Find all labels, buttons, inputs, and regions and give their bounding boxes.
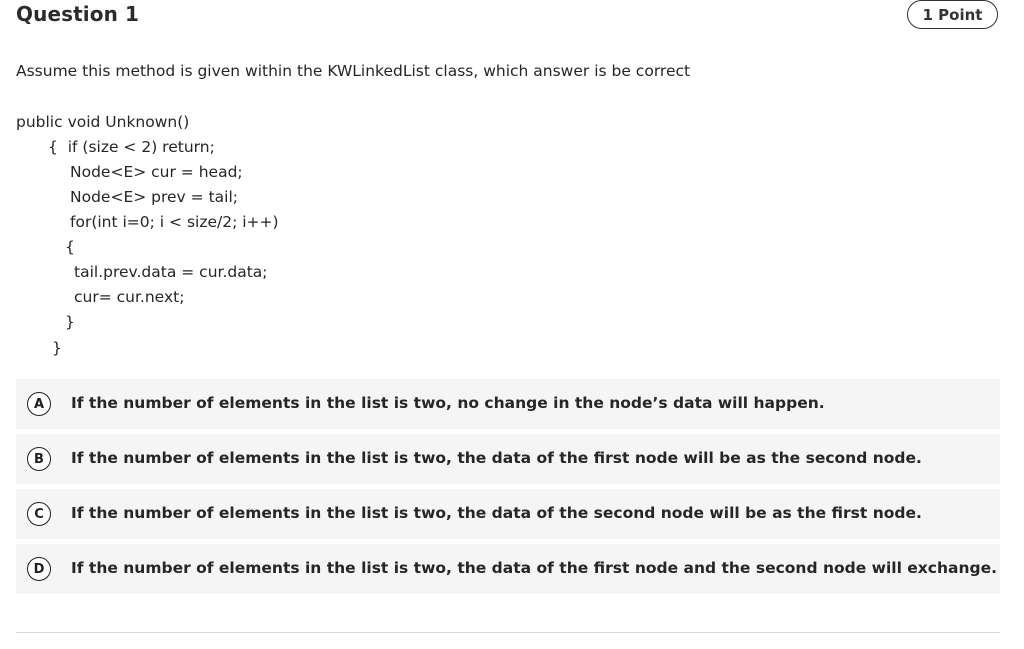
option-text-b: If the number of elements in the list is two, the data of the first node will be as the second node. bbox=[71, 449, 922, 467]
option-text-d: If the number of elements in the list is two, the data of the first node and the second node will exchange. bbox=[71, 559, 998, 577]
option-letter-c[interactable]: C bbox=[27, 502, 51, 526]
code-line: { bbox=[65, 238, 75, 256]
code-line: for(int i=0; i < size/2; i++) bbox=[70, 213, 279, 231]
question-title: Question 1 bbox=[16, 2, 139, 26]
code-line: Node<E> prev = tail; bbox=[70, 188, 238, 206]
option-letter-b[interactable]: B bbox=[27, 447, 51, 471]
question-prompt: Assume this method is given within the KWLinkedList class, which answer is be correct bbox=[16, 62, 691, 80]
code-line: Node<E> cur = head; bbox=[70, 163, 243, 181]
code-line: tail.prev.data = cur.data; bbox=[74, 263, 268, 281]
code-line: } bbox=[65, 313, 75, 331]
answer-option-a[interactable] bbox=[16, 379, 1000, 429]
option-text-c: If the number of elements in the list is two, the data of the second node will be as the first node. bbox=[71, 504, 922, 522]
option-text-a: If the number of elements in the list is two, no change in the node’s data will happen. bbox=[71, 394, 825, 412]
option-letter-a[interactable]: A bbox=[27, 392, 51, 416]
answer-option-b[interactable] bbox=[16, 434, 1000, 484]
code-line: } bbox=[52, 339, 62, 357]
option-letter-d[interactable]: D bbox=[27, 557, 51, 581]
answer-option-c[interactable] bbox=[16, 489, 1000, 539]
answer-option-d[interactable] bbox=[16, 544, 1000, 594]
code-line: { if (size < 2) return; bbox=[48, 138, 215, 156]
code-line: cur= cur.next; bbox=[74, 288, 185, 306]
points-badge: 1 Point bbox=[907, 0, 998, 29]
bottom-divider bbox=[16, 632, 1000, 633]
code-line: public void Unknown() bbox=[16, 113, 190, 131]
